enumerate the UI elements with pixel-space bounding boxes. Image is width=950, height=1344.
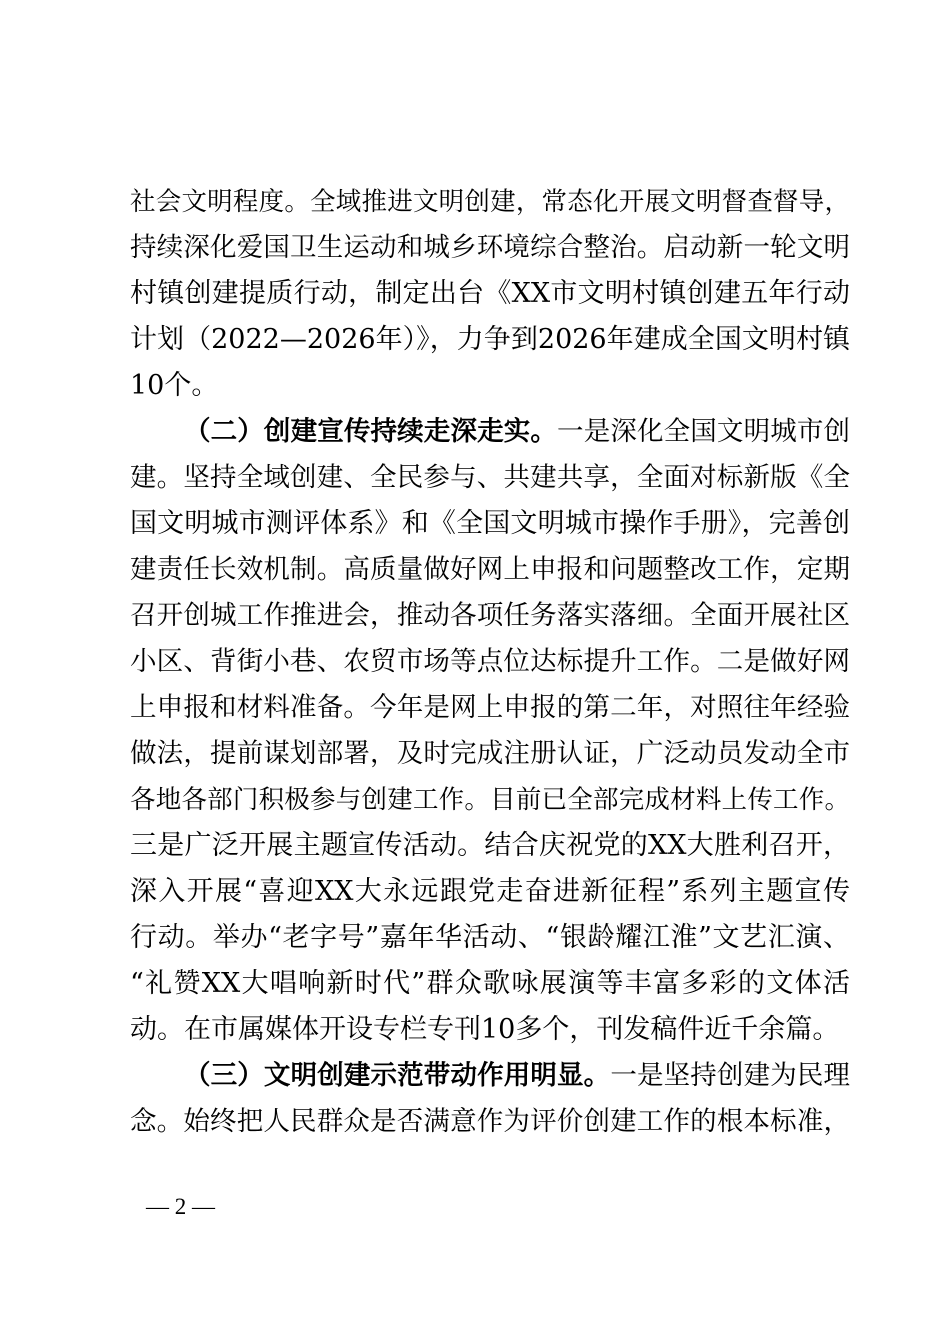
body-text-line: 召开创城工作推进会，推动各项任务落实落细。全面开展社区 xyxy=(130,600,850,631)
body-text-line: 建。坚持全域创建、全民参与、共建共享，全面对标新版《全 xyxy=(130,462,850,493)
body-text-line: 小区、背街小巷、农贸市场等点位达标提升工作。二是做好网 xyxy=(130,646,850,677)
body-text-line: 国文明城市测评体系》和《全国文明城市操作手册》，完善创 xyxy=(130,508,850,539)
body-text-line: 社会文明程度。全域推进文明创建，常态化开展文明督查督导， xyxy=(130,187,850,217)
body-text-line: 计划（2022—2026年）》，力争到2026年建成全国文明村镇 xyxy=(130,324,850,355)
page-number: — 2 — xyxy=(146,1194,215,1219)
body-text-line: 深入开展“喜迎XX大永远跟党走奋进新征程”系列主题宣传 xyxy=(130,876,850,907)
body-text-line: 念。始终把人民群众是否满意作为评价创建工作的根本标准， xyxy=(130,1106,850,1137)
section-heading: （三）文明创建示范带动作用明显。 xyxy=(184,1060,611,1091)
body-text-span: 一是坚持创建为民理 xyxy=(610,1060,851,1091)
body-text-line: “礼赞XX大唱响新时代”群众歌咏展演等丰富多彩的文体活 xyxy=(130,968,850,999)
body-text-line: 上申报和材料准备。今年是网上申报的第二年，对照往年经验 xyxy=(130,692,850,723)
section-first-line xyxy=(184,412,850,452)
body-text-line: 村镇创建提质行动，制定出台《XX市文明村镇创建五年行动 xyxy=(130,278,850,309)
body-text-line: 持续深化爱国卫生运动和城乡环境综合整治。启动新一轮文明 xyxy=(130,232,850,263)
body-text-line: 三是广泛开展主题宣传活动。结合庆祝党的XX大胜利召开， xyxy=(130,830,850,861)
section-first-line xyxy=(184,1056,850,1096)
body-text-line: 做法，提前谋划部署，及时完成注册认证，广泛动员发动全市 xyxy=(130,738,850,769)
body-text-span: 一是深化全国文明城市创 xyxy=(557,416,851,447)
body-text-line: 10个。 xyxy=(130,370,219,401)
body-text-line: 各地各部门积极参与创建工作。目前已全部完成材料上传工作。 xyxy=(130,785,850,815)
section-heading: （二）创建宣传持续走深走实。 xyxy=(184,416,558,447)
body-text-line: 动。在市属媒体开设专栏专刊10多个，刊发稿件近千余篇。 xyxy=(130,1014,840,1045)
body-text-line: 建责任长效机制。高质量做好网上申报和问题整改工作，定期 xyxy=(130,554,850,585)
body-text-line: 行动。举办“老字号”嘉年华活动、“银龄耀江淮”文艺汇演、 xyxy=(130,922,850,953)
